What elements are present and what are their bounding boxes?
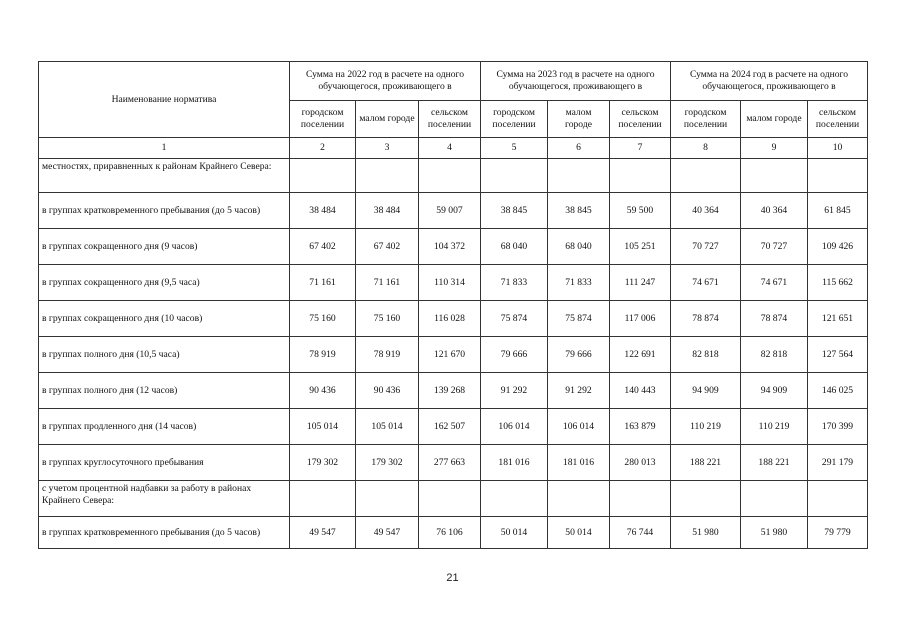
value-cell: 75 160 (356, 301, 419, 337)
value-cell (610, 159, 671, 193)
table-row (39, 229, 868, 265)
value-cell: 61 845 (808, 193, 868, 229)
value-cell: 71 833 (548, 265, 610, 301)
table-body (39, 159, 868, 549)
column-number: 4 (419, 138, 481, 159)
value-cell: 139 268 (419, 373, 481, 409)
value-cell: 181 016 (548, 445, 610, 481)
value-cell: 74 671 (741, 265, 808, 301)
norm-name-cell: в группах сокращенного дня (9,5 часа) (39, 265, 290, 301)
value-cell: 162 507 (419, 409, 481, 445)
value-cell: 38 484 (290, 193, 356, 229)
value-cell (808, 159, 868, 193)
value-cell: 75 160 (290, 301, 356, 337)
subheader-cell: городском поселении (671, 101, 741, 138)
value-cell: 67 402 (356, 229, 419, 265)
value-cell: 104 372 (419, 229, 481, 265)
norm-name-cell: в группах кратковременного пребывания (до 5 часов) (39, 517, 290, 549)
value-cell: 181 016 (481, 445, 548, 481)
value-cell: 82 818 (741, 337, 808, 373)
value-cell: 75 874 (481, 301, 548, 337)
column-number: 8 (671, 138, 741, 159)
value-cell: 170 399 (808, 409, 868, 445)
value-cell: 116 028 (419, 301, 481, 337)
value-cell: 280 013 (610, 445, 671, 481)
value-cell (808, 481, 868, 517)
value-cell (419, 159, 481, 193)
value-cell: 50 014 (481, 517, 548, 549)
value-cell: 111 247 (610, 265, 671, 301)
norm-name-cell: в группах сокращенного дня (9 часов) (39, 229, 290, 265)
value-cell: 105 014 (356, 409, 419, 445)
section-row (39, 481, 868, 517)
value-cell: 109 426 (808, 229, 868, 265)
value-cell: 38 845 (548, 193, 610, 229)
column-number: 3 (356, 138, 419, 159)
value-cell: 90 436 (356, 373, 419, 409)
value-cell: 146 025 (808, 373, 868, 409)
table-row (39, 445, 868, 481)
subheader-cell: сельском поселении (808, 101, 868, 138)
subheader-cell: сельском поселении (419, 101, 481, 138)
table-row (39, 409, 868, 445)
value-cell: 188 221 (671, 445, 741, 481)
column-number: 7 (610, 138, 671, 159)
table-row (39, 337, 868, 373)
value-cell: 40 364 (741, 193, 808, 229)
value-cell (610, 481, 671, 517)
value-cell: 51 980 (671, 517, 741, 549)
value-cell: 79 779 (808, 517, 868, 549)
value-cell: 117 006 (610, 301, 671, 337)
name-column-header: Наименование норматива (39, 62, 290, 138)
value-cell: 51 980 (741, 517, 808, 549)
value-cell: 105 014 (290, 409, 356, 445)
value-cell: 75 874 (548, 301, 610, 337)
value-cell (741, 159, 808, 193)
value-cell: 90 436 (290, 373, 356, 409)
value-cell: 78 919 (290, 337, 356, 373)
value-cell: 70 727 (741, 229, 808, 265)
value-cell: 74 671 (671, 265, 741, 301)
value-cell: 76 744 (610, 517, 671, 549)
table-row (39, 517, 868, 549)
value-cell: 68 040 (548, 229, 610, 265)
value-cell: 76 106 (419, 517, 481, 549)
column-number: 5 (481, 138, 548, 159)
value-cell: 38 484 (356, 193, 419, 229)
value-cell: 163 879 (610, 409, 671, 445)
value-cell: 40 364 (671, 193, 741, 229)
norm-name-cell: в группах кратковременного пребывания (до 5 часов) (39, 193, 290, 229)
column-number: 6 (548, 138, 610, 159)
value-cell: 179 302 (356, 445, 419, 481)
value-cell: 59 500 (610, 193, 671, 229)
value-cell: 71 833 (481, 265, 548, 301)
subheader-cell: малом городе (356, 101, 419, 138)
value-cell: 106 014 (548, 409, 610, 445)
value-cell: 49 547 (356, 517, 419, 549)
group-header-2022: Сумма на 2022 год в расчете на одного обучающегося, проживающего в (290, 62, 481, 101)
norm-name-cell: местностях, приравненных к районам Крайнего Севера: (39, 159, 290, 193)
value-cell: 115 662 (808, 265, 868, 301)
norm-name-cell: в группах круглосуточного пребывания (39, 445, 290, 481)
value-cell: 78 874 (741, 301, 808, 337)
value-cell: 121 670 (419, 337, 481, 373)
value-cell: 78 874 (671, 301, 741, 337)
value-cell (741, 481, 808, 517)
value-cell (290, 481, 356, 517)
value-cell: 70 727 (671, 229, 741, 265)
norm-name-cell: в группах продленного дня (14 часов) (39, 409, 290, 445)
value-cell (671, 159, 741, 193)
value-cell (419, 481, 481, 517)
value-cell: 121 651 (808, 301, 868, 337)
value-cell: 82 818 (671, 337, 741, 373)
value-cell: 122 691 (610, 337, 671, 373)
value-cell: 188 221 (741, 445, 808, 481)
value-cell (548, 159, 610, 193)
value-cell: 79 666 (481, 337, 548, 373)
value-cell: 68 040 (481, 229, 548, 265)
value-cell: 38 845 (481, 193, 548, 229)
value-cell: 71 161 (356, 265, 419, 301)
table-row (39, 373, 868, 409)
column-number: 1 (39, 138, 290, 159)
value-cell: 140 443 (610, 373, 671, 409)
value-cell: 71 161 (290, 265, 356, 301)
subheader-cell: малом городе (741, 101, 808, 138)
value-cell (356, 159, 419, 193)
table-row (39, 265, 868, 301)
subheader-cell: городском поселении (481, 101, 548, 138)
value-cell: 67 402 (290, 229, 356, 265)
value-cell (356, 481, 419, 517)
value-cell: 110 314 (419, 265, 481, 301)
norms-table (38, 61, 868, 549)
value-cell: 179 302 (290, 445, 356, 481)
subheader-cell: сельском поселении (610, 101, 671, 138)
value-cell (481, 159, 548, 193)
value-cell: 291 179 (808, 445, 868, 481)
value-cell: 59 007 (419, 193, 481, 229)
value-cell: 110 219 (671, 409, 741, 445)
table-row (39, 193, 868, 229)
value-cell: 277 663 (419, 445, 481, 481)
value-cell: 78 919 (356, 337, 419, 373)
page-number: 21 (446, 572, 459, 584)
norm-name-cell: в группах полного дня (12 часов) (39, 373, 290, 409)
norm-name-cell: с учетом процентной надбавки за работу в районах Крайнего Севера: (39, 481, 290, 517)
value-cell: 106 014 (481, 409, 548, 445)
value-cell (671, 481, 741, 517)
subheader-cell: городском поселении (290, 101, 356, 138)
column-number: 9 (741, 138, 808, 159)
table-header (39, 62, 868, 159)
value-cell: 91 292 (548, 373, 610, 409)
value-cell: 79 666 (548, 337, 610, 373)
value-cell: 94 909 (741, 373, 808, 409)
subheader-cell: малом городе (548, 101, 610, 138)
value-cell: 110 219 (741, 409, 808, 445)
value-cell (290, 159, 356, 193)
value-cell (548, 481, 610, 517)
norm-name-cell: в группах полного дня (10,5 часа) (39, 337, 290, 373)
value-cell: 50 014 (548, 517, 610, 549)
value-cell (481, 481, 548, 517)
value-cell: 91 292 (481, 373, 548, 409)
group-header-2024: Сумма на 2024 год в расчете на одного обучающегося, проживающего в (671, 62, 868, 101)
norm-name-cell: в группах сокращенного дня (10 часов) (39, 301, 290, 337)
value-cell: 105 251 (610, 229, 671, 265)
column-number-row (39, 138, 868, 159)
group-header-2023: Сумма на 2023 год в расчете на одного обучающегося, проживающего в (481, 62, 671, 101)
section-row (39, 159, 868, 193)
table-row (39, 301, 868, 337)
column-number: 10 (808, 138, 868, 159)
value-cell: 49 547 (290, 517, 356, 549)
value-cell: 127 564 (808, 337, 868, 373)
value-cell: 94 909 (671, 373, 741, 409)
column-number: 2 (290, 138, 356, 159)
